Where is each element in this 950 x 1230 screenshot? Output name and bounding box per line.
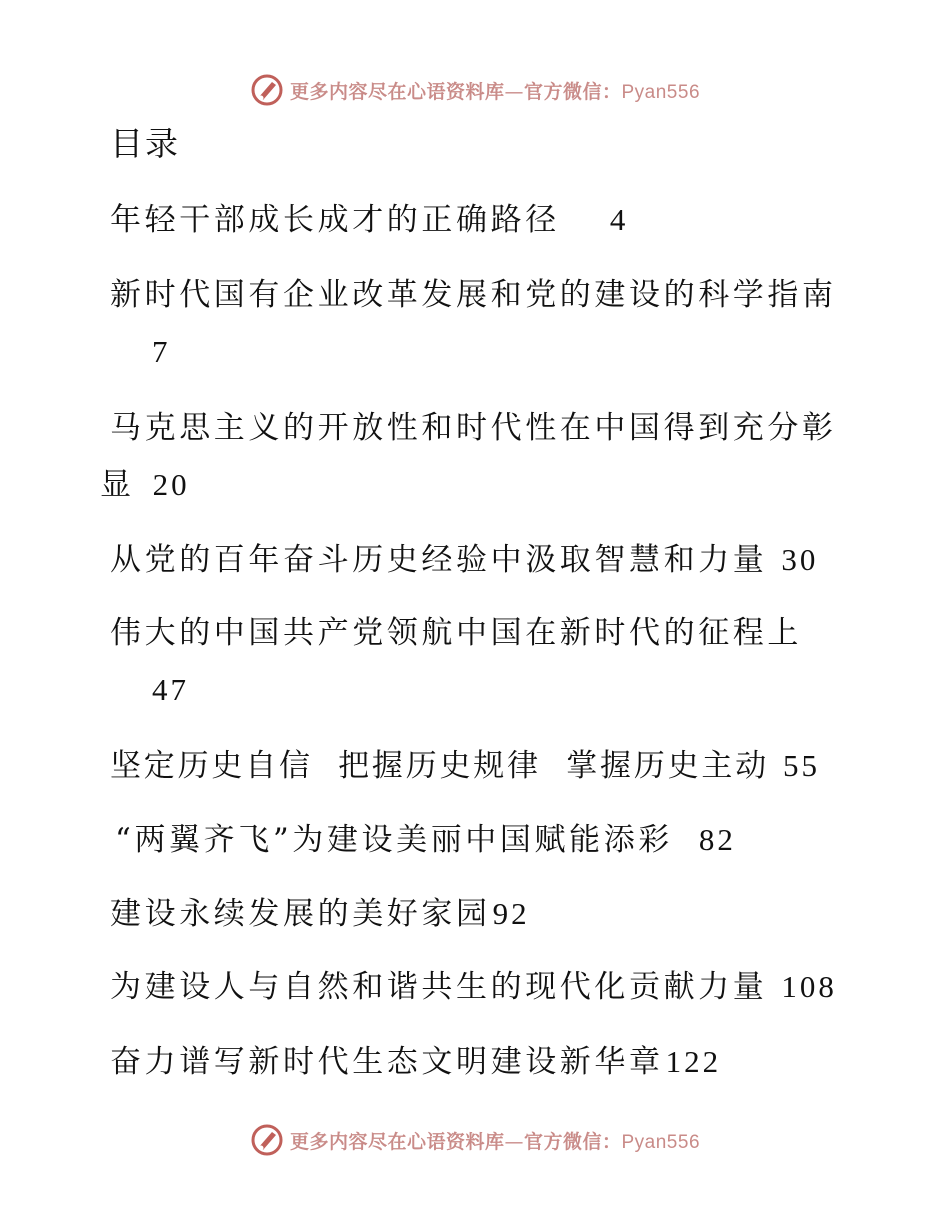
toc-entry-page: 55 — [783, 748, 821, 783]
toc-heading: 目录 — [110, 124, 180, 163]
toc-entry-title: 为建设人与自然和谐共生的现代化贡献力量 — [110, 969, 768, 1005]
pen-circle-logo-icon — [250, 1123, 284, 1157]
toc-entry-title: 坚定历史自信 把握历史规律 掌握历史主动 — [110, 748, 770, 784]
toc-entry-page: 4 — [609, 202, 629, 237]
toc-entry-continuation — [152, 668, 189, 712]
toc-entry-continuation — [152, 330, 171, 374]
toc-entry-page: 20 — [152, 467, 190, 502]
toc-entry — [110, 538, 818, 582]
toc-entry-page: 82 — [698, 822, 736, 857]
toc-entry-title: 奋力谱写新时代生态文明建设新华章 — [110, 1044, 664, 1080]
toc-entry-continuation — [100, 463, 190, 507]
toc-entry — [110, 611, 802, 655]
toc-entry-page: 30 — [781, 542, 819, 577]
toc-entry — [110, 1040, 721, 1084]
toc-entry-title: 年轻干部成长成才的正确路径 — [110, 202, 560, 238]
toc-entry-title: 新时代国有企业改革发展和党的建设的科学指南 — [110, 277, 837, 313]
toc-entry-page: 92 — [492, 896, 530, 931]
toc-entry-title: 从党的百年奋斗历史经验中汲取智慧和力量 — [110, 542, 768, 578]
toc-entry-page: 47 — [152, 672, 189, 707]
toc-entry-title: 建设永续发展的美好家园 — [110, 896, 491, 932]
toc-entry-page: 108 — [781, 969, 837, 1004]
toc-entry — [115, 818, 736, 862]
toc-entry-page: 122 — [665, 1044, 722, 1079]
watermark-text: 更多内容尽在心语资料库—官方微信：Pyan556 — [289, 80, 701, 103]
toc-entry — [110, 744, 820, 788]
toc-entry-title: 伟大的中国共产党领航中国在新时代的征程上 — [110, 615, 802, 651]
watermark-text: 更多内容尽在心语资料库—官方微信：Pyan556 — [289, 1130, 701, 1153]
toc-entry — [110, 406, 837, 450]
toc-entry — [110, 965, 837, 1009]
toc-entry — [110, 273, 837, 317]
watermark-content — [250, 1123, 700, 1157]
toc-entry-page: 7 — [152, 334, 171, 369]
footer-watermark — [0, 1118, 950, 1162]
toc-entry-title: 显 — [100, 467, 135, 503]
toc-entry-title: “两翼齐飞”为建设美丽中国赋能添彩 — [115, 822, 673, 858]
toc-entry — [110, 892, 530, 936]
toc-entry — [110, 198, 628, 242]
toc-entry-title: 马克思主义的开放性和时代性在中国得到充分彰 — [110, 410, 837, 446]
